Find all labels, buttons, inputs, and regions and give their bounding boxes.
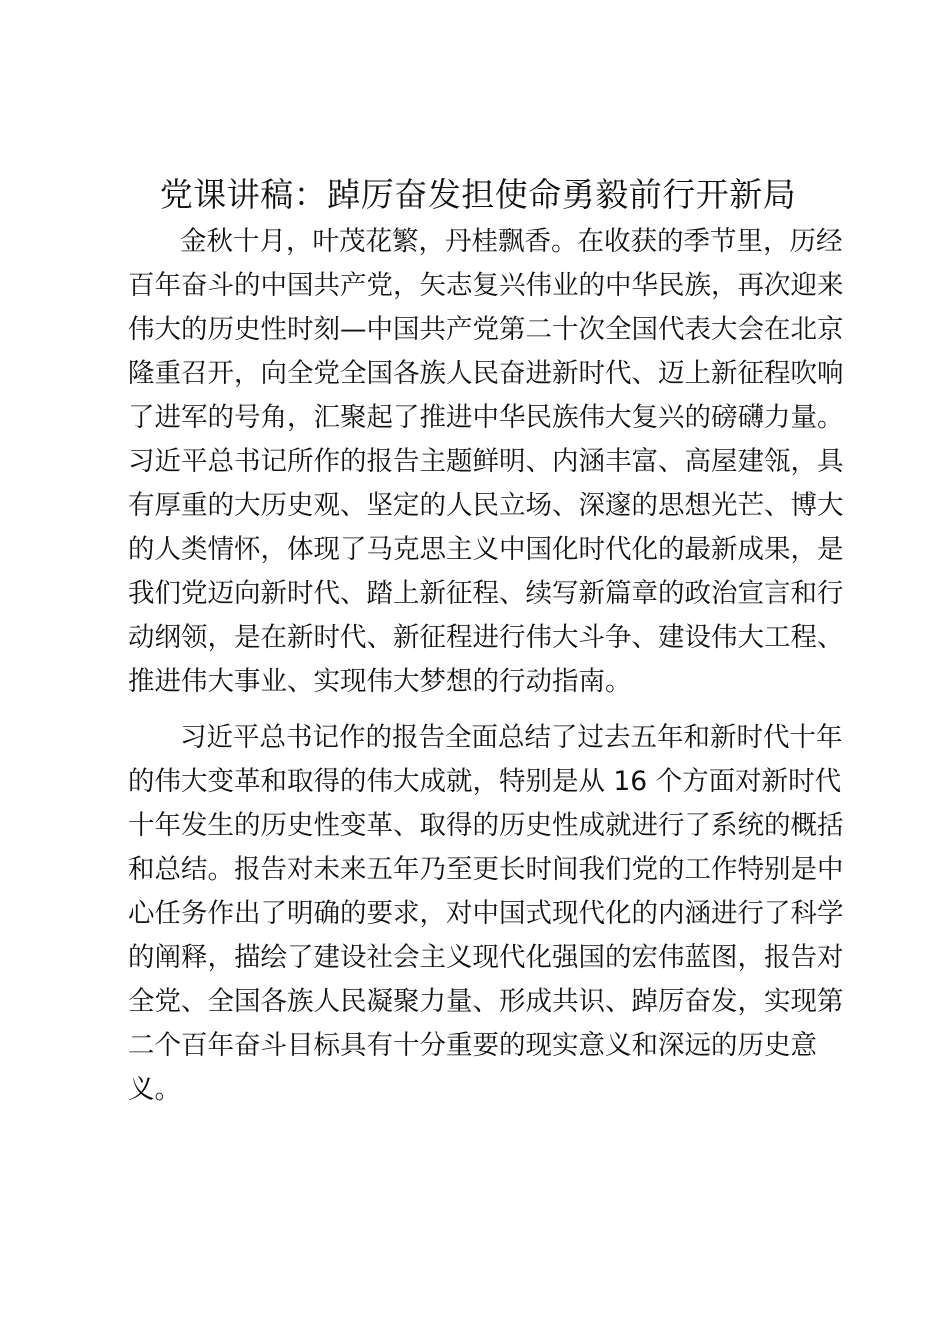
paragraph-line: 义。 [128, 1074, 181, 1105]
paragraph-line: 习近平总书记所作的报告主题鲜明、内涵丰富、高屋建瓴，具 [128, 446, 844, 477]
paragraph-line: 百年奋斗的中国共产党，矢志复兴伟业的中华民族，再次迎来 [128, 270, 844, 301]
paragraph-line: 我们党迈向新时代、踏上新征程、续写新篇章的政治宣言和行 [128, 578, 844, 609]
paragraph-line: 习近平总书记作的报告全面总结了过去五年和新时代十年 [180, 722, 843, 753]
paragraph-line: 伟大的历史性时刻—中国共产党第二十次全国代表大会在北京 [128, 314, 844, 345]
paragraph-line: 二个百年奋斗目标具有十分重要的现实意义和深远的历史意 [128, 1030, 817, 1061]
paragraph-line: 全党、全国各族人民凝聚力量、形成共识、踔厉奋发，实现第 [128, 986, 844, 1017]
paragraph-line: 了进军的号角，汇聚起了推进中华民族伟大复兴的磅礴力量。 [128, 402, 844, 433]
paragraph-line: 推进伟大事业、实现伟大梦想的行动指南。 [128, 666, 632, 697]
paragraph-line: 心任务作出了明确的要求，对中国式现代化的内涵进行了科学 [128, 898, 844, 929]
paragraph-line: 的阐释，描绘了建设社会主义现代化强国的宏伟蓝图，报告对 [128, 942, 844, 973]
paragraph-line: 有厚重的大历史观、坚定的人民立场、深邃的思想光芒、博大 [128, 490, 844, 521]
paragraph-line: 的伟大变革和取得的伟大成就，特别是从 16 个方面对新时代 [128, 766, 842, 797]
paragraph-line: 的人类情怀，体现了马克思主义中国化时代化的最新成果，是 [128, 534, 844, 565]
paragraph-line: 十年发生的历史性变革、取得的历史性成就进行了系统的概括 [128, 810, 844, 841]
paragraph-line: 金秋十月，叶茂花繁，丹桂飘香。在收获的季节里，历经 [180, 226, 843, 257]
paragraph-line: 隆重召开，向全党全国各族人民奋进新时代、迈上新征程吹响 [128, 358, 844, 389]
document-title: 党课讲稿：踔厉奋发担使命勇毅前行开新局 [159, 175, 797, 214]
paragraph-line: 动纲领，是在新时代、新征程进行伟大斗争、建设伟大工程、 [128, 622, 844, 653]
paragraph-line: 和总结。报告对未来五年乃至更长时间我们党的工作特别是中 [128, 854, 844, 885]
